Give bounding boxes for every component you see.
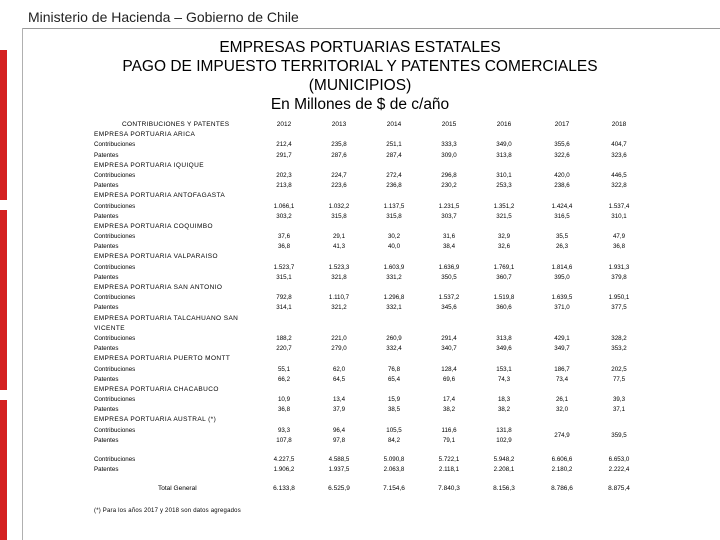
slide-header bbox=[0, 0, 720, 30]
table-cell: 313,8 bbox=[496, 334, 512, 342]
table-cell: 5.090,8 bbox=[383, 456, 405, 463]
contrib-row-label: Contribuciones bbox=[94, 396, 136, 404]
table-cell: 220,7 bbox=[276, 345, 292, 353]
contrib-row bbox=[94, 293, 634, 303]
contrib-row-label: Contribuciones bbox=[94, 233, 136, 241]
table-cell: 4.588,5 bbox=[328, 456, 350, 463]
table-cell: 105,5 84,2 bbox=[386, 426, 402, 444]
company-name-row-label: EMPRESA PORTUARIA ANTOFAGASTA bbox=[94, 192, 226, 200]
table-cell: 371,0 bbox=[554, 304, 570, 312]
table-cell: 39,3 bbox=[612, 396, 626, 404]
table-cell: 377,5 bbox=[611, 304, 627, 312]
table-cell: 303,2 bbox=[276, 212, 292, 220]
table-cell: 321,5 bbox=[496, 212, 512, 220]
table-cell: 355,6 bbox=[554, 141, 570, 149]
table-cell: 35,5 bbox=[555, 233, 569, 241]
contrib-row-label: Contribuciones bbox=[94, 263, 136, 271]
table-cell: 5.948,2 bbox=[493, 456, 515, 463]
company-name-row bbox=[94, 314, 634, 324]
table-cell: 310,1 bbox=[496, 171, 512, 179]
page-title bbox=[110, 38, 610, 114]
table-cell: 331,2 bbox=[386, 273, 402, 281]
table-cell: 316,5 bbox=[554, 212, 570, 220]
table-cell: 188,2 bbox=[276, 334, 292, 342]
table-cell: 55,1 bbox=[277, 365, 291, 373]
total-contrib-row bbox=[94, 455, 634, 465]
table-cell: 1.424,4 bbox=[551, 202, 573, 210]
patent-row-label: Patentes bbox=[94, 151, 119, 159]
company-name-row-label: EMPRESA PORTUARIA PUERTO MONTT bbox=[94, 355, 231, 363]
table-cell: 251,1 bbox=[386, 141, 402, 149]
table-cell: 350,5 bbox=[441, 273, 457, 281]
table-cell: 36,8 bbox=[277, 243, 291, 251]
table-cell: 74,3 bbox=[497, 375, 511, 383]
table-cell: 8.875,4 bbox=[608, 485, 630, 493]
table-cell: 76,8 bbox=[387, 365, 401, 373]
company-name-row-label: EMPRESA PORTUARIA SAN ANTONIO bbox=[94, 284, 223, 291]
contrib-row-label: Contribuciones bbox=[94, 171, 136, 179]
table-cell: 1.351,2 bbox=[493, 202, 515, 210]
table-cell: 69,6 bbox=[442, 375, 456, 383]
table-cell: 322,6 bbox=[554, 151, 570, 159]
table-cell: 1.950,1 bbox=[608, 294, 630, 302]
table-cell: 1.523,3 bbox=[328, 263, 350, 271]
patent-row-label: Patentes bbox=[94, 375, 119, 383]
patent-row-label: Patentes bbox=[94, 345, 119, 353]
contrib-row bbox=[94, 334, 634, 344]
contrib-row-label: Contribuciones bbox=[94, 334, 136, 342]
year-header: 2015 bbox=[441, 121, 457, 128]
table-cell: 73,4 bbox=[555, 375, 569, 383]
table-cell: 8.786,6 bbox=[551, 485, 573, 493]
table-cell: 333,3 bbox=[441, 141, 457, 149]
header-title: Ministerio de Hacienda – Gobierno de Chile bbox=[28, 9, 299, 25]
table-header-row bbox=[94, 120, 634, 130]
patent-row bbox=[94, 303, 634, 313]
table-cell: 314,1 bbox=[276, 304, 292, 312]
footnote: (*) Para los años 2017 y 2018 son datos agregados bbox=[94, 508, 241, 514]
table-cell: 36,8 bbox=[277, 406, 291, 414]
table-cell: 93,3 107,8 bbox=[276, 426, 292, 444]
table-cell: 202,3 bbox=[276, 171, 292, 179]
patent-row bbox=[94, 405, 634, 415]
table-cell: 279,0 bbox=[331, 345, 347, 353]
company-name-row-label: EMPRESA PORTUARIA ARICA bbox=[94, 131, 196, 139]
patent-row bbox=[94, 242, 634, 252]
table-cell: 64,5 bbox=[332, 375, 346, 383]
table-cell: 65,4 bbox=[387, 375, 401, 383]
table-cell: 321,8 bbox=[331, 273, 347, 281]
table-cell: 2.208,1 bbox=[493, 466, 515, 474]
table-cell: 349,6 bbox=[496, 345, 512, 353]
contrib-row bbox=[94, 202, 634, 212]
table-cell: 1.636,9 bbox=[438, 263, 460, 271]
table-cell: 404,7 bbox=[611, 141, 627, 149]
table-cell: 38,2 bbox=[442, 406, 456, 414]
company-name-row-label: EMPRESA PORTUARIA CHACABUCO bbox=[94, 385, 219, 393]
company-name-row bbox=[94, 130, 634, 140]
patent-row bbox=[94, 273, 634, 283]
table-cell: 332,1 bbox=[386, 304, 402, 312]
patent-row-label: Patentes bbox=[94, 182, 119, 190]
year-header: 2017 bbox=[554, 121, 570, 128]
table-cell: 303,7 bbox=[441, 212, 457, 220]
table-cell: 18,3 bbox=[497, 396, 511, 404]
table-cell: 1.110,7 bbox=[328, 294, 350, 302]
table-cell: 6.525,9 bbox=[328, 485, 350, 493]
table-cell: 313,8 bbox=[496, 151, 512, 159]
table-cell: 224,7 bbox=[331, 171, 347, 179]
table-cell: 221,0 bbox=[331, 334, 347, 342]
table-cell: 315,1 bbox=[276, 273, 292, 281]
table-cell: 153,1 bbox=[496, 365, 512, 373]
table-cell: 291,4 bbox=[441, 334, 457, 342]
table-cell: 332,4 bbox=[386, 345, 402, 353]
company-name-row-2-label: VICENTE bbox=[94, 324, 125, 332]
header-label: CONTRIBUCIONES Y PATENTES bbox=[122, 121, 230, 128]
company-name-row-2 bbox=[94, 324, 634, 334]
table-cell: 1.931,3 bbox=[608, 263, 630, 271]
table-cell: 323,6 bbox=[611, 151, 627, 159]
table-cell: 260,9 bbox=[386, 334, 402, 342]
table-cell: 1.231,5 bbox=[438, 202, 460, 210]
table-cell: 30,2 bbox=[387, 233, 401, 241]
table-cell: 792,8 bbox=[276, 294, 292, 302]
table-cell: 131,8 102,9 bbox=[496, 426, 512, 444]
table-cell: 420,0 bbox=[554, 171, 570, 179]
company-name-row bbox=[94, 191, 634, 201]
table-cell: 429,1 bbox=[554, 334, 570, 342]
table-cell: 29,1 bbox=[332, 233, 346, 241]
table-cell: 66,2 bbox=[277, 375, 291, 383]
title-line-1: EMPRESAS PORTUARIAS ESTATALES bbox=[219, 39, 501, 56]
company-name-row bbox=[94, 415, 634, 425]
table-cell: 26,3 bbox=[555, 243, 569, 251]
table-cell: 322,8 bbox=[611, 182, 627, 190]
table-cell: 315,8 bbox=[386, 212, 402, 220]
table-cell: 37,1 bbox=[612, 406, 626, 414]
company-name-row-label: EMPRESA PORTUARIA COQUIMBO bbox=[94, 222, 213, 230]
table-cell: 128,4 bbox=[441, 365, 457, 373]
red-side-bar-bottom bbox=[0, 400, 7, 540]
table-cell: 38,2 bbox=[497, 406, 511, 414]
table-cell: 77,5 bbox=[612, 375, 626, 383]
table-cell: 223,6 bbox=[331, 182, 347, 190]
table-cell: 360,6 bbox=[496, 304, 512, 312]
table-cell: 359,5 bbox=[611, 431, 627, 439]
table-cell: 6.653,0 bbox=[608, 456, 630, 463]
table-cell: 340,7 bbox=[441, 345, 457, 353]
year-header: 2013 bbox=[331, 121, 347, 128]
table-cell: 26,1 bbox=[555, 396, 569, 404]
table-cell: 1.066,1 bbox=[273, 202, 295, 210]
table-cell: 62,0 bbox=[332, 365, 346, 373]
table-cell: 349,0 bbox=[496, 141, 512, 149]
table-cell: 4.227,5 bbox=[273, 456, 295, 463]
company-name-row bbox=[94, 252, 634, 262]
company-name-row bbox=[94, 385, 634, 395]
patent-row-label: Patentes bbox=[94, 273, 119, 281]
company-name-row bbox=[94, 283, 634, 293]
company-name-row bbox=[94, 222, 634, 232]
patent-row-label: Patentes bbox=[94, 304, 119, 312]
table-cell: 446,5 bbox=[611, 171, 627, 179]
table-cell: 37,6 bbox=[277, 233, 291, 241]
year-header: 2016 bbox=[496, 121, 512, 128]
table-cell: 1.537,4 bbox=[608, 202, 630, 210]
table-cell: 274,9 bbox=[554, 431, 570, 439]
red-side-bar-middle bbox=[0, 210, 7, 390]
title-line-3: (MUNICIPIOS) bbox=[308, 77, 412, 94]
red-side-bar-top bbox=[0, 50, 7, 200]
contrib-row bbox=[94, 365, 634, 375]
table-cell: 1.537,2 bbox=[438, 294, 460, 302]
company-name-row bbox=[94, 161, 634, 171]
contrib-row bbox=[94, 232, 634, 242]
tax-table bbox=[94, 120, 634, 495]
year-header: 2018 bbox=[611, 121, 627, 128]
table-cell: 315,8 bbox=[331, 212, 347, 220]
table-cell: 15,9 bbox=[387, 396, 401, 404]
table-cell: 47,9 bbox=[612, 233, 626, 241]
company-name-row bbox=[94, 354, 634, 364]
table-cell: 32,9 bbox=[497, 233, 511, 241]
table-cell: 238,6 bbox=[554, 182, 570, 190]
contrib-row-label: Contribuciones bbox=[94, 294, 136, 302]
company-name-row-label: EMPRESA PORTUARIA IQUIQUE bbox=[94, 161, 204, 169]
table-cell: 6.606,6 bbox=[551, 456, 573, 463]
table-cell: 1.603,9 bbox=[383, 263, 405, 271]
total-general-row-label: Total General bbox=[158, 485, 197, 493]
table-cell: 116,6 79,1 bbox=[441, 426, 457, 444]
table-cell: 291,7 bbox=[276, 151, 292, 159]
table-cell: 1.769,1 bbox=[493, 263, 515, 271]
contrib-row-label: Contribuciones bbox=[94, 365, 136, 373]
table-cell: 287,6 bbox=[331, 151, 347, 159]
year-header: 2012 bbox=[276, 121, 292, 128]
patent-row bbox=[94, 344, 634, 354]
table-cell: 253,3 bbox=[496, 182, 512, 190]
table-cell: 360,7 bbox=[496, 273, 512, 281]
title-line-4: En Millones de $ de c/año bbox=[270, 96, 450, 113]
table-cell: 395,0 bbox=[554, 273, 570, 281]
patent-row-label: Patentes bbox=[94, 212, 119, 220]
table-cell: 186,7 bbox=[554, 365, 570, 373]
patent-row bbox=[94, 151, 634, 161]
table-cell: 1.137,5 bbox=[383, 202, 405, 210]
table-cell: 8.156,3 bbox=[493, 485, 515, 493]
table-cell: 236,8 bbox=[386, 182, 402, 190]
table-cell: 379,8 bbox=[611, 273, 627, 281]
table-cell: 328,2 bbox=[611, 334, 627, 342]
table-cell: 321,2 bbox=[331, 304, 347, 312]
table-cell: 5.722,1 bbox=[438, 456, 460, 463]
table-cell: 345,6 bbox=[441, 304, 457, 312]
table-cell: 13,4 bbox=[332, 396, 346, 404]
table-cell: 202,5 bbox=[611, 365, 627, 373]
table-cell: 32,6 bbox=[497, 243, 511, 251]
table-cell: 6.133,8 bbox=[273, 485, 295, 493]
table-cell: 2.118,1 bbox=[438, 466, 460, 474]
table-cell: 1.906,2 bbox=[273, 466, 295, 474]
table-cell: 37,9 bbox=[332, 406, 346, 414]
patent-row-label: Patentes bbox=[94, 243, 119, 251]
contrib-row-label: Contribuciones bbox=[94, 202, 136, 210]
patent-row-label: Patentes bbox=[94, 406, 119, 414]
patent-row bbox=[94, 181, 634, 191]
table-cell: 1.814,6 bbox=[551, 263, 573, 271]
table-cell: 38,5 bbox=[387, 406, 401, 414]
patent-row bbox=[94, 212, 634, 222]
contrib-row bbox=[94, 395, 634, 405]
table-cell: 1.032,2 bbox=[328, 202, 350, 210]
title-line-2: PAGO DE IMPUESTO TERRITORIAL Y PATENTES COMERCIALES bbox=[122, 58, 598, 75]
table-cell: 7.840,3 bbox=[438, 485, 460, 493]
table-cell: 96,4 97,8 bbox=[332, 426, 346, 444]
table-cell: 38,4 bbox=[442, 243, 456, 251]
table-cell: 2.180,2 bbox=[551, 466, 573, 474]
table-cell: 1.523,7 bbox=[273, 263, 295, 271]
patent-row bbox=[94, 436, 634, 446]
company-name-row-label: EMPRESA PORTUARIA AUSTRAL (*) bbox=[94, 416, 217, 424]
table-cell: 17,4 bbox=[442, 396, 456, 404]
year-header: 2014 bbox=[386, 121, 402, 128]
table-cell: 213,8 bbox=[276, 182, 292, 190]
table-cell: 7.154,6 bbox=[383, 485, 405, 493]
contrib-row bbox=[94, 140, 634, 150]
table-cell: 272,4 bbox=[386, 171, 402, 179]
table-cell: 32,0 bbox=[555, 406, 569, 414]
company-name-row-label: EMPRESA PORTUARIA VALPARAISO bbox=[94, 253, 218, 261]
table-cell: 309,0 bbox=[441, 151, 457, 159]
table-cell: 235,8 bbox=[331, 141, 347, 149]
total-contrib-row-label: Contribuciones bbox=[94, 456, 136, 463]
contrib-row bbox=[94, 171, 634, 181]
table-cell: 296,8 bbox=[441, 171, 457, 179]
table-cell: 2.222,4 bbox=[608, 466, 630, 474]
contrib-row-label: Contribuciones bbox=[94, 141, 136, 149]
patent-row-label: Patentes bbox=[94, 436, 119, 444]
table-cell: 36,8 bbox=[612, 243, 626, 251]
table-cell: 40,0 bbox=[387, 243, 401, 251]
total-patent-row-label: Patentes bbox=[94, 466, 119, 474]
table-cell: 10,9 bbox=[277, 396, 291, 404]
table-cell: 349,7 bbox=[554, 345, 570, 353]
table-cell: 1.519,8 bbox=[493, 294, 515, 302]
table-cell: 1.937,5 bbox=[328, 466, 350, 474]
header-divider bbox=[22, 28, 720, 29]
table-cell: 41,3 bbox=[332, 243, 346, 251]
patent-row bbox=[94, 375, 634, 385]
contrib-row bbox=[94, 263, 634, 273]
table-cell: 2.063,8 bbox=[383, 466, 405, 474]
table-cell: 230,2 bbox=[441, 182, 457, 190]
table-cell: 1.639,5 bbox=[551, 294, 573, 302]
left-accent-line bbox=[22, 28, 23, 540]
company-name-row-label: EMPRESA PORTUARIA TALCAHUANO SAN bbox=[94, 314, 239, 322]
table-cell: 287,4 bbox=[386, 151, 402, 159]
table-cell: 212,4 bbox=[276, 141, 292, 149]
table-cell: 1.296,8 bbox=[383, 294, 405, 302]
contrib-row-label: Contribuciones bbox=[94, 426, 136, 434]
total-general-row bbox=[94, 484, 634, 494]
table-cell: 31,6 bbox=[442, 233, 456, 241]
total-patent-row bbox=[94, 465, 634, 475]
table-cell: 310,1 bbox=[611, 212, 627, 220]
table-cell: 353,2 bbox=[611, 345, 627, 353]
